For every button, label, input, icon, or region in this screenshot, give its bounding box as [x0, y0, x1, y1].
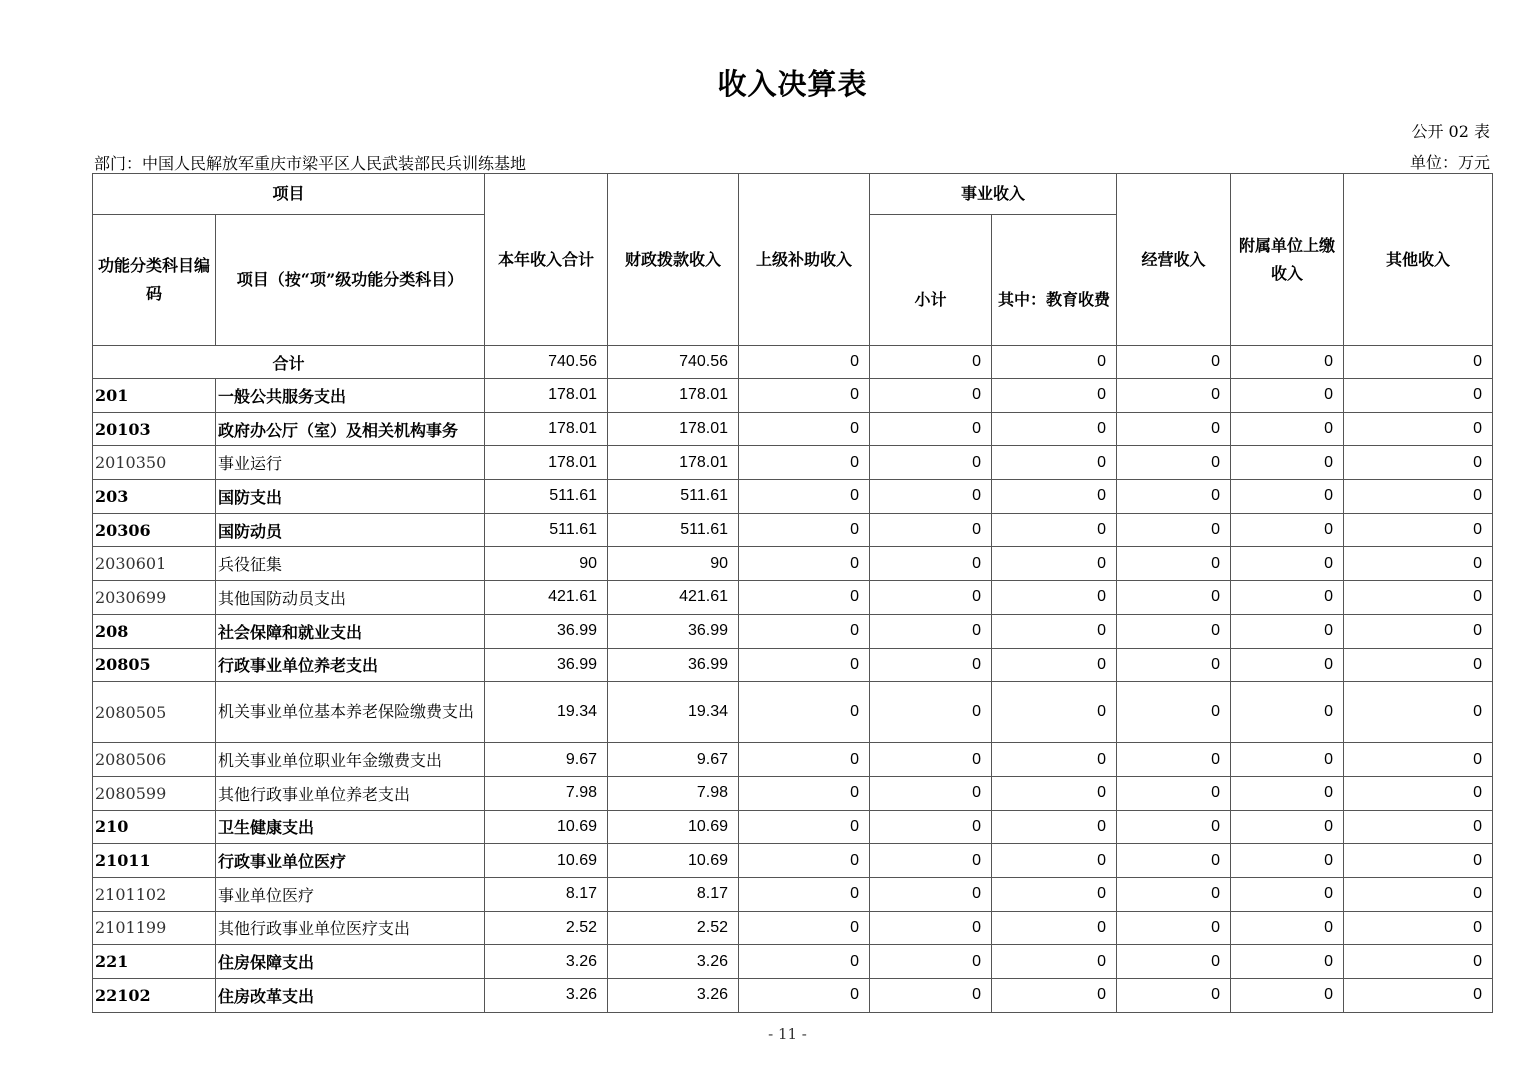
- row-value: 0: [1231, 513, 1344, 547]
- table-row: [93, 979, 1493, 1013]
- row-value: 0: [870, 614, 992, 648]
- row-value: 0: [1117, 446, 1231, 480]
- row-value: 0: [1344, 480, 1493, 514]
- header-fiscal: 财政拨款收入: [608, 174, 739, 346]
- row-value: 0: [739, 379, 870, 413]
- row-value: 0: [1344, 979, 1493, 1013]
- table-row: [93, 776, 1493, 810]
- row-value: 0: [1231, 581, 1344, 615]
- row-code: 203: [93, 480, 216, 514]
- row-code: 2080505: [93, 682, 216, 743]
- row-value: 2.52: [485, 911, 608, 945]
- row-name: 一般公共服务支出: [216, 379, 485, 413]
- row-value: 36.99: [608, 648, 739, 682]
- row-value: 9.67: [608, 743, 739, 777]
- row-value: 0: [1344, 614, 1493, 648]
- row-value: 0: [1117, 776, 1231, 810]
- total-value: 740.56: [608, 346, 739, 379]
- row-value: 0: [992, 379, 1117, 413]
- row-value: 0: [739, 743, 870, 777]
- row-value: 0: [870, 682, 992, 743]
- row-value: 36.99: [485, 648, 608, 682]
- row-value: 0: [739, 412, 870, 446]
- header-business: 事业收入: [870, 174, 1117, 215]
- row-value: 0: [1231, 379, 1344, 413]
- row-name: 机关事业单位职业年金缴费支出: [216, 743, 485, 777]
- header-code: 功能分类科目编码: [93, 215, 216, 346]
- header-name: 项目（按“项”级功能分类科目）: [216, 215, 485, 346]
- table-header: [93, 174, 1493, 346]
- table-row: [93, 743, 1493, 777]
- table-id-label: 公开 02 表: [1411, 122, 1490, 141]
- row-value: 0: [739, 446, 870, 480]
- row-value: 0: [1117, 513, 1231, 547]
- total-value: 0: [1344, 346, 1493, 379]
- table-row: [93, 412, 1493, 446]
- row-value: 0: [1231, 547, 1344, 581]
- header-subtotal: 小计: [870, 215, 992, 346]
- row-value: 421.61: [485, 581, 608, 615]
- row-value: 511.61: [485, 480, 608, 514]
- row-value: 36.99: [608, 614, 739, 648]
- row-value: 3.26: [608, 945, 739, 979]
- row-value: 0: [1344, 844, 1493, 878]
- row-name: 事业运行: [216, 446, 485, 480]
- row-value: 0: [870, 877, 992, 911]
- row-value: 0: [1117, 743, 1231, 777]
- row-code: 2080506: [93, 743, 216, 777]
- row-code: 2101199: [93, 911, 216, 945]
- total-value: 740.56: [485, 346, 608, 379]
- header-project: 项目: [93, 174, 485, 215]
- row-code: 20306: [93, 513, 216, 547]
- header-other: 其他收入: [1344, 174, 1493, 346]
- row-value: 0: [992, 743, 1117, 777]
- row-name: 兵役征集: [216, 547, 485, 581]
- row-code: 210: [93, 810, 216, 844]
- row-value: 0: [1231, 979, 1344, 1013]
- row-value: 0: [739, 911, 870, 945]
- row-code: 2101102: [93, 877, 216, 911]
- row-value: 0: [1344, 776, 1493, 810]
- page-number: - 11 -: [768, 1025, 807, 1043]
- row-name: 其他国防动员支出: [216, 581, 485, 615]
- row-value: 90: [485, 547, 608, 581]
- row-value: 0: [870, 844, 992, 878]
- total-value: 0: [992, 346, 1117, 379]
- row-value: 511.61: [485, 513, 608, 547]
- row-value: 0: [1344, 648, 1493, 682]
- row-value: 10.69: [608, 844, 739, 878]
- row-value: 0: [1344, 513, 1493, 547]
- row-code: 2010350: [93, 446, 216, 480]
- row-value: 0: [992, 911, 1117, 945]
- row-code: 20103: [93, 412, 216, 446]
- row-value: 0: [1344, 877, 1493, 911]
- row-value: 178.01: [608, 379, 739, 413]
- row-value: 0: [1231, 911, 1344, 945]
- row-code: 22102: [93, 979, 216, 1013]
- row-value: 511.61: [608, 513, 739, 547]
- row-value: 0: [1231, 682, 1344, 743]
- row-value: 0: [992, 648, 1117, 682]
- row-value: 0: [1231, 648, 1344, 682]
- row-value: 0: [739, 581, 870, 615]
- row-value: 9.67: [485, 743, 608, 777]
- row-value: 0: [870, 979, 992, 1013]
- row-value: 0: [992, 614, 1117, 648]
- row-value: 0: [992, 979, 1117, 1013]
- total-value: 0: [1117, 346, 1231, 379]
- row-value: 0: [1117, 682, 1231, 743]
- row-value: 0: [1344, 810, 1493, 844]
- table-row: [93, 682, 1493, 743]
- row-value: 0: [1117, 614, 1231, 648]
- row-value: 0: [739, 945, 870, 979]
- row-value: 0: [1344, 379, 1493, 413]
- income-table: [92, 173, 1493, 1013]
- row-value: 178.01: [608, 446, 739, 480]
- header-operating: 经营收入: [1117, 174, 1231, 346]
- row-name: 机关事业单位基本养老保险缴费支出: [216, 682, 485, 743]
- row-code: 221: [93, 945, 216, 979]
- row-value: 0: [1231, 844, 1344, 878]
- row-value: 36.99: [485, 614, 608, 648]
- table-row: [93, 379, 1493, 413]
- row-value: 0: [1117, 480, 1231, 514]
- row-value: 10.69: [485, 844, 608, 878]
- table-row: [93, 547, 1493, 581]
- row-name: 其他行政事业单位医疗支出: [216, 911, 485, 945]
- header-total: 本年收入合计: [485, 174, 608, 346]
- row-code: 2030699: [93, 581, 216, 615]
- row-code: 208: [93, 614, 216, 648]
- row-value: 0: [1344, 945, 1493, 979]
- row-name: 事业单位医疗: [216, 877, 485, 911]
- row-value: 0: [870, 379, 992, 413]
- row-value: 0: [1231, 412, 1344, 446]
- row-value: 0: [992, 945, 1117, 979]
- row-value: 511.61: [608, 480, 739, 514]
- header-education: 其中：教育收费: [992, 215, 1117, 346]
- row-code: 2080599: [93, 776, 216, 810]
- row-value: 0: [992, 877, 1117, 911]
- row-value: 0: [739, 844, 870, 878]
- row-value: 3.26: [485, 979, 608, 1013]
- row-value: 0: [992, 776, 1117, 810]
- row-value: 0: [870, 776, 992, 810]
- row-code: 21011: [93, 844, 216, 878]
- row-value: 0: [1117, 379, 1231, 413]
- row-value: 0: [1117, 844, 1231, 878]
- department-label: 部门：中国人民解放军重庆市梁平区人民武装部民兵训练基地: [94, 154, 527, 173]
- row-name: 其他行政事业单位养老支出: [216, 776, 485, 810]
- row-value: 0: [870, 648, 992, 682]
- row-value: 0: [1117, 945, 1231, 979]
- row-value: 0: [739, 648, 870, 682]
- row-value: 0: [739, 513, 870, 547]
- row-value: 0: [870, 945, 992, 979]
- row-value: 178.01: [485, 446, 608, 480]
- header-affiliated: 附属单位上缴收入: [1231, 174, 1344, 346]
- row-name: 住房保障支出: [216, 945, 485, 979]
- row-value: 0: [1231, 446, 1344, 480]
- row-value: 0: [1231, 810, 1344, 844]
- row-value: 0: [1117, 648, 1231, 682]
- row-value: 0: [1344, 547, 1493, 581]
- row-value: 0: [870, 911, 992, 945]
- table-row: [93, 648, 1493, 682]
- row-value: 2.52: [608, 911, 739, 945]
- table-row: [93, 446, 1493, 480]
- row-value: 0: [992, 810, 1117, 844]
- row-value: 0: [739, 682, 870, 743]
- row-name: 行政事业单位医疗: [216, 844, 485, 878]
- row-value: 0: [1117, 877, 1231, 911]
- total-value: 0: [1231, 346, 1344, 379]
- row-value: 0: [992, 581, 1117, 615]
- row-value: 0: [992, 412, 1117, 446]
- row-value: 0: [992, 547, 1117, 581]
- row-name: 国防动员: [216, 513, 485, 547]
- row-value: 0: [992, 513, 1117, 547]
- table-row: [93, 513, 1493, 547]
- row-value: 7.98: [485, 776, 608, 810]
- row-value: 19.34: [485, 682, 608, 743]
- row-value: 0: [1117, 547, 1231, 581]
- row-value: 0: [739, 480, 870, 514]
- row-value: 0: [870, 810, 992, 844]
- row-value: 0: [1231, 877, 1344, 911]
- row-value: 0: [1117, 581, 1231, 615]
- row-name: 行政事业单位养老支出: [216, 648, 485, 682]
- row-value: 0: [739, 614, 870, 648]
- row-value: 0: [992, 480, 1117, 514]
- row-value: 0: [739, 877, 870, 911]
- total-row: [93, 346, 1493, 379]
- row-value: 3.26: [485, 945, 608, 979]
- row-value: 0: [1231, 480, 1344, 514]
- row-value: 8.17: [608, 877, 739, 911]
- row-value: 0: [870, 480, 992, 514]
- row-value: 0: [1117, 911, 1231, 945]
- row-value: 0: [992, 446, 1117, 480]
- row-code: 201: [93, 379, 216, 413]
- row-value: 3.26: [608, 979, 739, 1013]
- row-value: 0: [1344, 581, 1493, 615]
- table-row: [93, 911, 1493, 945]
- total-label: 合计: [93, 346, 485, 379]
- row-value: 0: [1344, 412, 1493, 446]
- row-value: 0: [1344, 446, 1493, 480]
- row-value: 0: [870, 547, 992, 581]
- table-row: [93, 810, 1493, 844]
- total-value: 0: [870, 346, 992, 379]
- row-value: 0: [870, 743, 992, 777]
- table-body: [93, 346, 1493, 1013]
- row-value: 178.01: [485, 379, 608, 413]
- row-value: 0: [870, 412, 992, 446]
- row-value: 0: [1117, 810, 1231, 844]
- row-value: 8.17: [485, 877, 608, 911]
- row-name: 住房改革支出: [216, 979, 485, 1013]
- row-name: 卫生健康支出: [216, 810, 485, 844]
- row-value: 0: [1344, 682, 1493, 743]
- unit-label: 单位：万元: [1409, 153, 1490, 172]
- row-name: 国防支出: [216, 480, 485, 514]
- row-code: 20805: [93, 648, 216, 682]
- row-value: 178.01: [608, 412, 739, 446]
- row-value: 178.01: [485, 412, 608, 446]
- row-value: 10.69: [485, 810, 608, 844]
- row-value: 10.69: [608, 810, 739, 844]
- row-value: 0: [870, 446, 992, 480]
- table-row: [93, 877, 1493, 911]
- row-name: 社会保障和就业支出: [216, 614, 485, 648]
- row-value: 7.98: [608, 776, 739, 810]
- row-value: 19.34: [608, 682, 739, 743]
- row-value: 0: [739, 810, 870, 844]
- row-value: 0: [1231, 776, 1344, 810]
- row-value: 0: [1117, 412, 1231, 446]
- row-value: 0: [992, 844, 1117, 878]
- row-value: 0: [1344, 911, 1493, 945]
- total-value: 0: [739, 346, 870, 379]
- row-value: 0: [870, 513, 992, 547]
- table-row: [93, 614, 1493, 648]
- row-value: 0: [1344, 743, 1493, 777]
- table-row: [93, 480, 1493, 514]
- row-value: 0: [1231, 743, 1344, 777]
- row-value: 0: [1231, 945, 1344, 979]
- row-value: 0: [1117, 979, 1231, 1013]
- row-value: 0: [870, 581, 992, 615]
- row-value: 0: [739, 547, 870, 581]
- row-value: 90: [608, 547, 739, 581]
- row-value: 0: [739, 979, 870, 1013]
- row-value: 0: [1231, 614, 1344, 648]
- row-value: 421.61: [608, 581, 739, 615]
- table-row: [93, 581, 1493, 615]
- table-row: [93, 945, 1493, 979]
- row-value: 0: [739, 776, 870, 810]
- table-row: [93, 844, 1493, 878]
- page-title: 收入决算表: [717, 67, 868, 101]
- row-code: 2030601: [93, 547, 216, 581]
- header-superior: 上级补助收入: [739, 174, 870, 346]
- row-name: 政府办公厅（室）及相关机构事务: [216, 412, 485, 446]
- row-value: 0: [992, 682, 1117, 743]
